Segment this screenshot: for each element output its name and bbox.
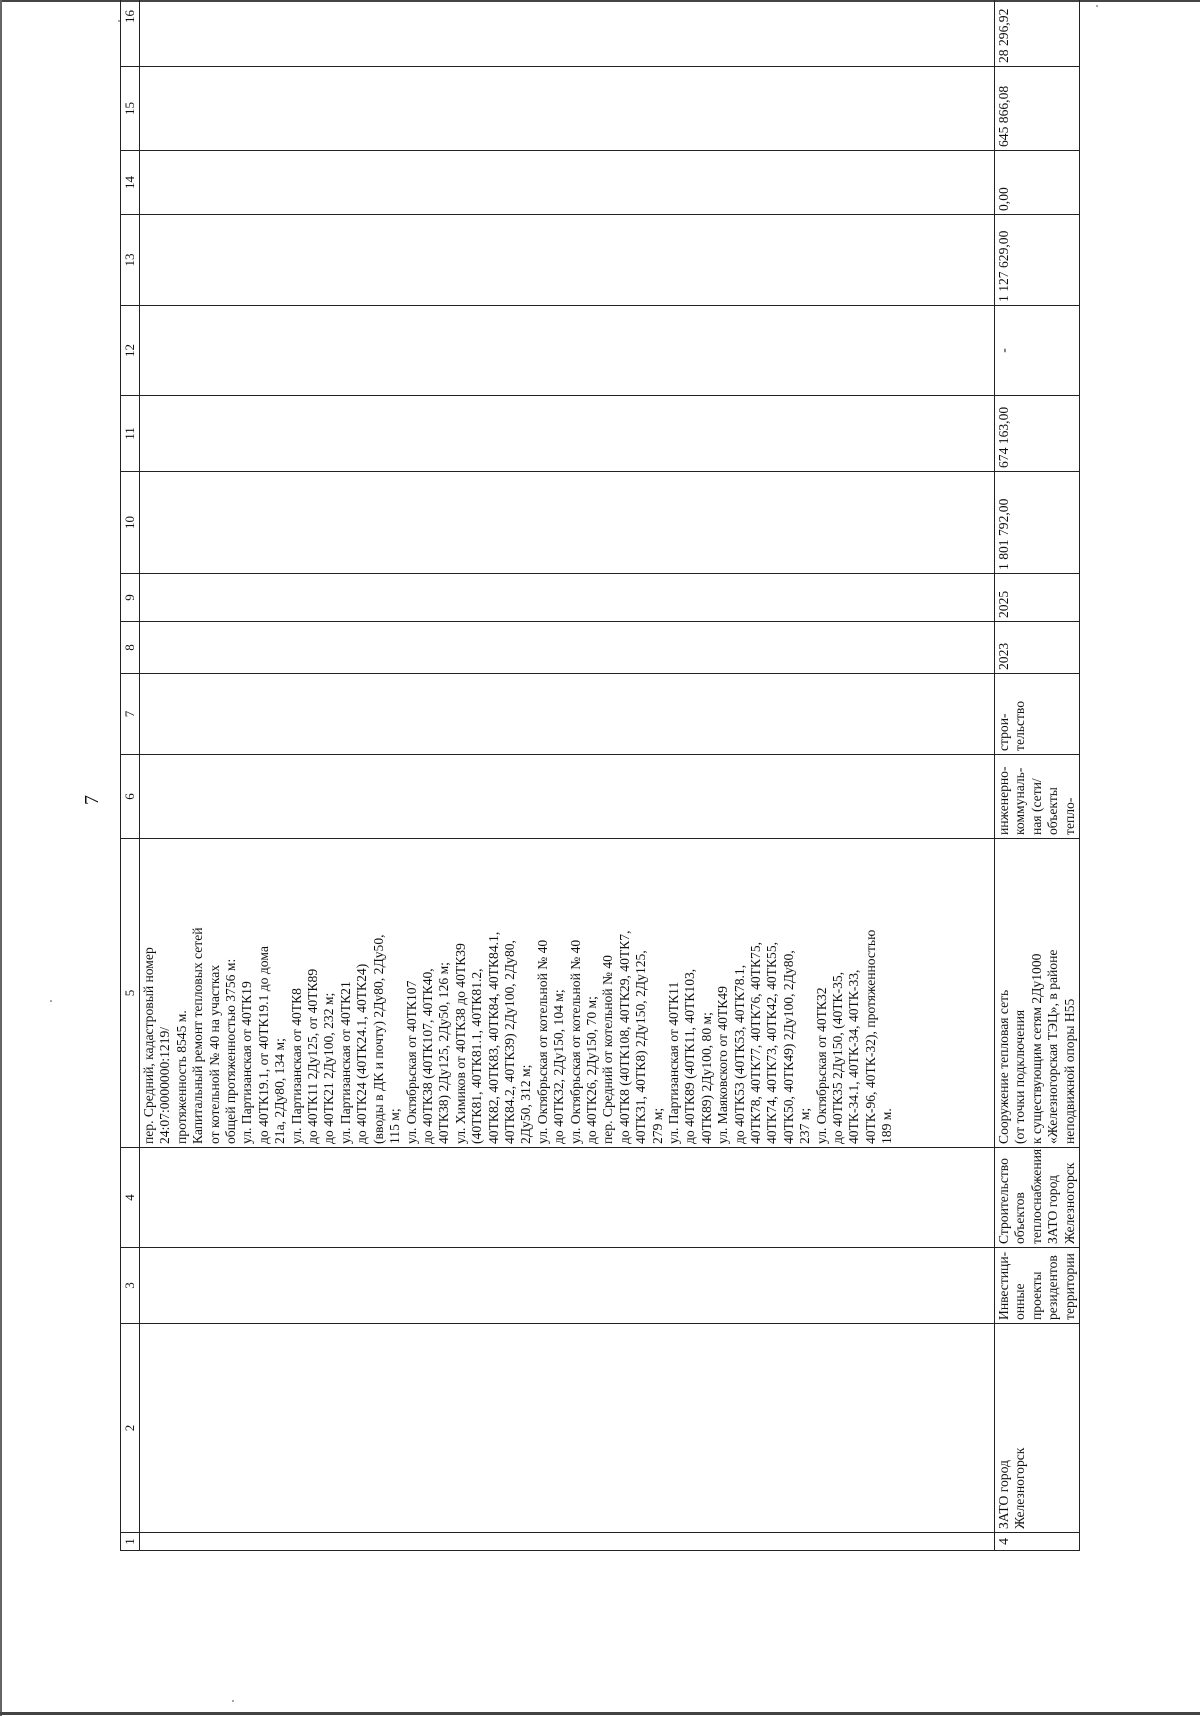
column-number-row <box>121 0 140 1551</box>
scan-edge-left <box>0 0 2 1716</box>
table-cell <box>140 396 995 472</box>
amount-col11-cell: 674 163,00 <box>995 396 1080 472</box>
column-number: 2 <box>121 1324 140 1533</box>
municipality-cell: ЗАТО город Железногорск <box>995 1324 1080 1533</box>
column-number: 3 <box>121 1248 140 1324</box>
scan-speck <box>1096 5 1098 7</box>
column-number: 10 <box>121 472 140 574</box>
amount-col14-cell: 0,00 <box>995 151 1080 215</box>
amount-col16-cell: 28 296,92 <box>995 0 1080 67</box>
scan-speck <box>50 1000 52 1002</box>
table-cell <box>140 674 995 755</box>
column-number: 4 <box>121 1148 140 1248</box>
table-cell <box>140 1324 995 1533</box>
total-cost-cell: 1 801 792,00 <box>995 472 1080 574</box>
work-type-cell: строи- тельство <box>995 674 1080 755</box>
column-number: 7 <box>121 674 140 755</box>
scan-edge-bottom <box>0 1712 1200 1715</box>
amount-col15-cell: 645 866,08 <box>995 67 1080 151</box>
column-number: 9 <box>121 574 140 622</box>
column-number: 11 <box>121 396 140 472</box>
column-number: 15 <box>121 67 140 151</box>
table-cell <box>140 1248 995 1324</box>
column-number: 13 <box>121 215 140 306</box>
amount-col13-cell: 1 127 629,00 <box>995 215 1080 306</box>
project-name-cell: Строительство объектов теплоснабжения ЗАТО город Железногорск <box>995 1148 1080 1248</box>
column-number: 5 <box>121 839 140 1148</box>
table-cell <box>140 755 995 839</box>
table-cell <box>140 151 995 215</box>
scan-speck <box>232 1700 234 1702</box>
table-cell <box>140 67 995 151</box>
object-description-continued: пер. Средний, кадастровый номер 24:07:0000000:1219/ протяженность 8545 м. Капитальный ремонт тепловых сетей от котельной № 40 на участках общей протяженностью 3756 м: ул. Партизанская от 40ТК19 до 40ТК19.1, от 40ТК19.1 до дома 21а, 2Ду80, 134 м; ул. Партизанская от 40ТК8 до 40ТК11 2Ду125, от 40ТК89 до 40ТК21 2Ду100, 232 м; ул. Партизанская от 40ТК21 до 40ТК24 (40ТК24.1, 40ТК24) (вводы в ДК и почту) 2Ду80, 2Ду50, 115 м; ул. Октябрьская от 40ТК107 до 40ТК38 (40ТК107, 40ТК40, 40ТК38) 2Ду125, 2Ду50, 126 м; ул. Химиков от 40ТК38 до 40ТК39 (40ТК81, 40ТК81.1, 40ТК81.2, 40ТК82, 40ТК83, 40ТК84, 40ТК84.1, 40ТК84.2, 40ТК39) 2Ду100, 2Ду80, 2Ду50, 312 м; ул. Октябрьская от котельной № 40 до 40ТК32, 2Ду150, 104 м; ул. Октябрьская от котельной № 40 до 40ТК26, 2Ду150, 70 м; пер. Средний от котельной № 40 до 40ТК8 (40ТК108, 40ТК29, 40ТК7, 40ТК31, 40ТК8) 2Ду150, 2Ду125, 279 м; ул. Партизанская от 40ТК11 до 40ТК89 (40ТК11, 40ТК103, 40ТК89) 2Ду100, 80 м; ул. Маяковского от 40ТК49 до 40ТК53 (40ТК53, 40ТК78.1, 40ТК78, 40ТК77, 40ТК76, 40ТК75, 40ТК74, 40ТК73, 40ТК42, 40ТК55, 40ТК50, 40ТК49) 2Ду100, 2Ду80, 237 м; ул. Октябрьская от 40ТК32 до 40ТК35 2Ду150, (40ТК-35, 40ТК-34.1, 40ТК-34, 40ТК-33, 40ТК-96, 40ТК-32), протяженностью 189 м. <box>140 839 995 1148</box>
table-cell <box>140 1533 995 1551</box>
column-number: 14 <box>121 151 140 215</box>
table-cell <box>140 306 995 396</box>
start-year-cell: 2023 <box>995 622 1080 674</box>
object-description-cell <box>995 839 1080 1148</box>
project-category-cell: Инвестици- онные проекты резидентов территории <box>995 1248 1080 1324</box>
column-number: 16 <box>121 0 140 67</box>
amount-col12-cell: - <box>995 306 1080 396</box>
table-cell <box>140 622 995 674</box>
investment-projects-table <box>120 0 1080 1551</box>
column-number: 1 <box>121 1533 140 1551</box>
column-number: 8 <box>121 622 140 674</box>
table-row-4 <box>995 0 1080 1551</box>
column-number: 12 <box>121 306 140 396</box>
table-cell <box>140 574 995 622</box>
table-cell <box>140 472 995 574</box>
infrastructure-type-cell <box>995 755 1080 839</box>
page-number: 7 <box>81 795 103 805</box>
column-number: 6 <box>121 755 140 839</box>
table-cell <box>140 215 995 306</box>
infrastructure-type-text: инженерно- коммуналь- ная (сети/ объекты тепло- <box>996 766 1077 835</box>
end-year-cell: 2025 <box>995 574 1080 622</box>
table-row-continuation <box>140 0 995 1551</box>
table-cell <box>140 1148 995 1248</box>
table-cell <box>140 0 995 67</box>
object-description-text: Сооружение тепловая сеть (от точки подключения к существующим сетям 2Ду1000 «Железногорская ТЭЦ», в районе неподвижной опоры Н55 <box>996 949 1077 1144</box>
row-number: 4 <box>995 1533 1080 1551</box>
rotated-table-sheet <box>120 8 1082 1551</box>
